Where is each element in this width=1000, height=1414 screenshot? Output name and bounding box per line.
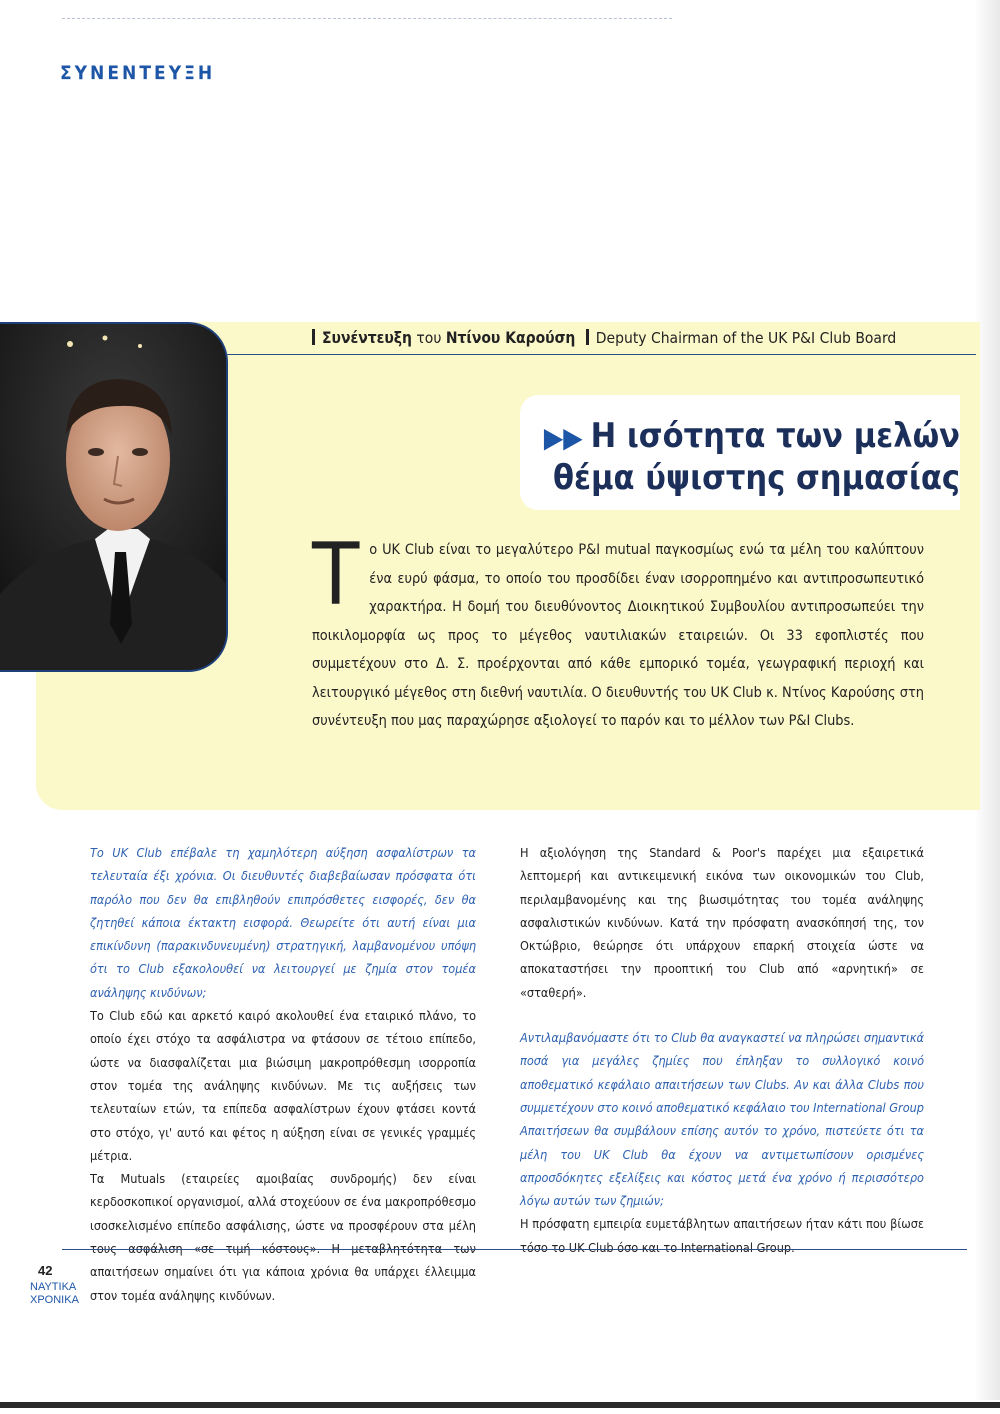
page-number: 42 [38, 1263, 53, 1278]
headline-line2: θέμα ύψιστης σημασίας [552, 458, 960, 498]
answer-1: Το Club εδώ και αρκετό καιρό ακολουθεί ένα εταιρικό πλάνο, το οποίο έχει στόχο τα ασφάλιστρα να φτάσουν σε τέτοιο επίπεδο, ώστε να διασφαλίζεται μια βιώσιμη μακροπρόθεσμη ισορροπία στον τομέα της ανάληψης κινδύνων. Με τις αυξήσεις των τελευταίων ετών, τα επίπεδα ασφαλίστρων έχουν φτάσει κοντά στο στόχο, γι' αυτό και φέτος η αύξηση είναι σε γενικές γραμμές μέτρια. [90, 1008, 476, 1163]
magazine-name-line2: ΧΡΟΝΙΚΑ [30, 1294, 79, 1306]
question-2: Αντιλαμβανόμαστε ότι το Club θα αναγκαστεί να πληρώσει σημαντικά ποσά για μεγάλες ζημίες που έπληξαν το συλλογικό κοινό αποθεματικό κεφάλαιο απαιτήσεων των Clubs. Αν και άλλα Clubs που συμμετέχουν στο κοινό αποθεματικό κεφάλαιο του International Group Απαιτήσεων θα συμβάλουν επίσης αυτόν το χρόνο, πιστεύετε ότι τα μέλη του UK Club θα έχουν να αντιμετωπίσουν ορισμένες απροσδόκητες εξελίξεις και κόστος μετά ένα χρόνο ή περισσότερο λόγω αυτών των ζημιών; [520, 1030, 924, 1209]
byline-bar [586, 329, 589, 345]
answer-3: Η αξιολόγηση της Standard & Poor's παρέχει μια εξαιρετικά λεπτομερή και αντικειμενική εικόνα των οικονομικών του Club, περιλαμβανομένης και της βιωσιμότητας του τομέα ανάληψης ασφαλιστικών κινδύνων. Κατά την πρόσφατη ανασκόπησή της, τον Οκτώβριο, θεώρησε ότι υπάρχουν επαρκή στοιχεία ώστε να αποκαταστήσει την προοπτική του Club από «αρνητική» σε «σταθερή». [520, 845, 924, 1000]
answer-4: Η πρόσφατη εμπειρία ευμετάβλητων απαιτήσεων ήταν κάτι που βίωσε τόσο το UK Club όσο και το International Group. [520, 1216, 924, 1255]
headline [544, 416, 960, 498]
byline [312, 329, 896, 347]
byline-name: Ντίνου Καρούση [445, 329, 576, 347]
column-right [520, 841, 924, 1259]
byline-prefix: Συνέντευξη [322, 329, 412, 347]
question-1: Το UK Club επέβαλε τη χαμηλότερη αύξηση ασφαλίστρων τα τελευταία έξι χρόνια. Οι διευθυντές διαβεβαίωσαν πρόσφατα ότι παρόλο που δεν θα επιβληθούν επιπρόσθετες εισφορές, δεν θα ζητηθεί κάποια έκτακτη εισφορά. Θεωρείτε ότι αυτή είναι μια επικίνδυνη (παρακινδυνευμένη) στρατηγική, λαμβανομένου υπόψη ότι το Club εξακολουθεί να λειτουργεί με ζημία στον τομέα ανάληψης κινδύνων; [90, 845, 476, 1000]
footer-rule [62, 1249, 967, 1250]
answer-2: Τα Mutuals (εταιρείες αμοιβαίας συνδρομής) δεν είναι κερδοσκοπικοί οργανισμοί, αλλά στοχεύουν σε ένα μακροπρόθεσμο ισοσκελισμένο επίπεδο ασφάλισης, ώστε να προσφέρουν στα μέλη τους ασφάλιση «σε τιμή κόστους». Η μεταβλητότητα των απαιτήσεων σημαίνει ότι για κάποια χρόνια θα υπάρχει έλλειμμα στον τομέα ανάληψης κινδύνων. [90, 1171, 476, 1303]
lead-text: ο UK Club είναι το μεγαλύτερο P&I mutual παγκοσμίως ενώ τα μέλη του καλύπτουν ένα ευρύ φάσμα, το οποίο του προσδίδει έναν ισορροπημένο και αντιπροσωπευτικό χαρακτήρα. Η δομή του διευθύνοντος Διοικητικού Συμβουλίου αντιπροσωπεύει την ποικιλομορφία ως προς το μέγεθος ναυτιλιακών εταιρειών. Οι 33 εφοπλιστές που συμμετέχουν στο Δ. Σ. προέρχονται από κάθε εμπορικό τομέα, γεωγραφική περιοχή και λειτουργικό μέγεθος στη διεθνή ναυτιλία. Ο διευθυντής του UK Club κ. Ντίνος Καρούσης στη συνέντευξη που μας παραχώρησε αξιολογεί το παρόν και το μέλλον των P&I Clubs. [312, 542, 924, 729]
column-left [90, 841, 476, 1307]
headline-line1: Η ισότητα των μελών [590, 416, 960, 456]
byline-rule [226, 354, 976, 355]
scan-edge [0, 1402, 1000, 1408]
top-dashed-rule [62, 18, 672, 19]
byline-bar [312, 329, 315, 345]
magazine-name [30, 1281, 79, 1307]
portrait-illustration [0, 324, 226, 670]
section-label: ΣΥΝΕΝΤΕΥΞΗ [60, 62, 216, 84]
byline-of: του [416, 329, 442, 347]
magazine-name-line1: ΝΑΥΤΙΚΑ [30, 1281, 77, 1293]
lead-paragraph [312, 525, 924, 736]
byline-role: Deputy Chairman of the UK P&I Club Board [595, 329, 897, 347]
paragraph-gap [520, 1004, 924, 1026]
portrait-photo [0, 322, 228, 672]
double-chevron-icon: ▶▶ [543, 421, 583, 454]
drop-cap: Τ [312, 525, 360, 625]
